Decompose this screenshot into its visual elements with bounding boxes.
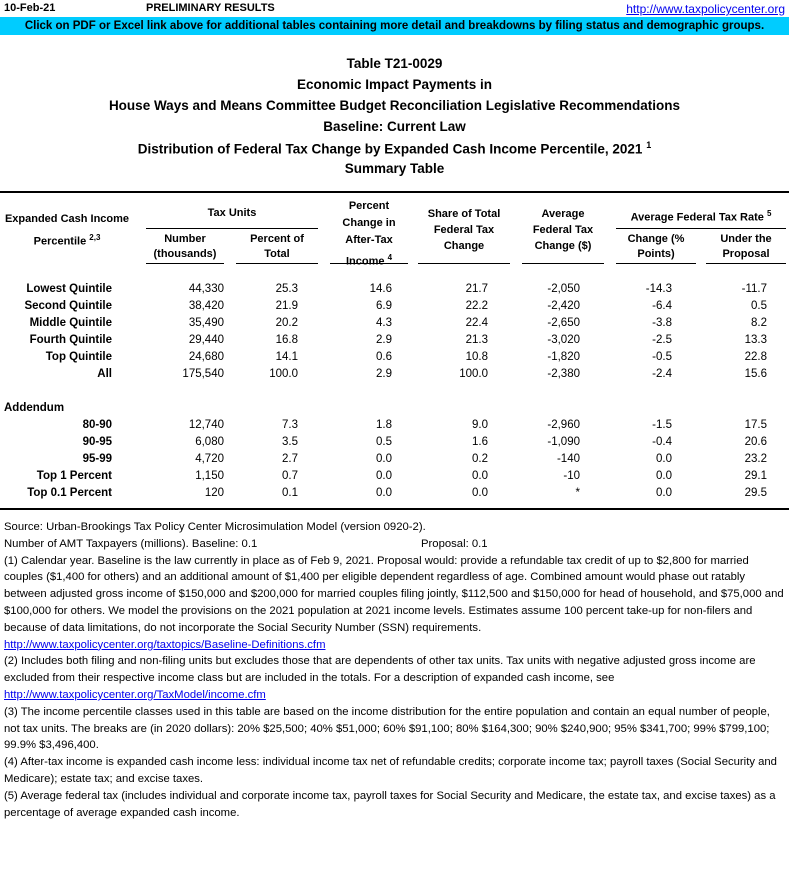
cell-number: 175,540: [182, 368, 224, 380]
cell-pct-change: 0.0: [376, 470, 392, 482]
cell-under: 17.5: [744, 419, 767, 431]
cell-change: -0.4: [652, 436, 672, 448]
cell-number: 1,150: [195, 470, 224, 482]
cell-avg: -2,050: [547, 283, 580, 295]
cell-avg: -2,380: [547, 368, 580, 380]
cell-under: 20.6: [744, 436, 767, 448]
cell-change: -1.5: [652, 419, 672, 431]
cell-avg: -2,960: [547, 419, 580, 431]
cell-change: 0.0: [656, 470, 672, 482]
cell-share: 22.2: [465, 300, 488, 312]
cell-pct-total: 100.0: [269, 368, 298, 380]
cell-number: 120: [204, 487, 224, 499]
col-header-avg-change: Average Federal Tax Change ($): [532, 208, 594, 252]
tax-units-underline: [146, 228, 318, 229]
cell-share: 21.3: [465, 334, 488, 346]
cell-number: 44,330: [188, 283, 224, 295]
cell-pct-change: 2.9: [376, 368, 392, 380]
cell-pct-change: 14.6: [369, 283, 392, 295]
cell-number: 29,440: [188, 334, 224, 346]
row-label: Top 1 Percent: [36, 470, 112, 482]
row-label: Middle Quintile: [29, 317, 112, 329]
cell-change: -3.8: [652, 317, 672, 329]
title-line-4: Distribution of Federal Tax Change by Expanded Cash Income Percentile, 2021 $^1$: [137, 140, 652, 157]
cell-number: 4,720: [195, 453, 224, 465]
preliminary-status: PRELIMINARY RESULTS: [146, 2, 275, 14]
table-row: [0, 349, 789, 366]
cell-pct-total: 0.7: [282, 470, 298, 482]
cell-number: 35,490: [188, 317, 224, 329]
cell-pct-change: 0.0: [376, 453, 392, 465]
notes-section: [4, 519, 786, 821]
cell-number: 38,420: [188, 300, 224, 312]
col-underline: [146, 263, 224, 264]
note-1: (1) Calendar year. Baseline is the law currently in place as of Feb 9, 2021. Proposal would: provide a refundable tax credit of up to $2,800 for married couples ($1,400 for others) and an additional amount of $1,400 per eligible dependent regardless of age. Combined amount would phase out ratably between adjusted gross income of $150,000 and $200,000 for married couples filing jointly, $112,500 and $150,000 for head of household, and $75,000 and $100,000 for others. We model the provisions on the 2021 population at 2021 income levels. Estimates assume 100 percent take-up for non-filers and because of data limitations, do not incorporate the Social Security Number (SSN) requirements.: [4, 554, 784, 634]
cell-pct-change: 6.9: [376, 300, 392, 312]
row-label: All: [97, 368, 112, 380]
col-header-under-proposal: Under the Proposal: [720, 233, 772, 260]
income-definition-link[interactable]: http://www.taxpolicycenter.org/TaxModel/income.cfm: [4, 688, 266, 701]
cell-number: 6,080: [195, 436, 224, 448]
cell-change: -2.4: [652, 368, 672, 380]
table-row: [0, 468, 789, 485]
col-header-tax-units: Tax Units: [207, 207, 257, 219]
cell-pct-total: 0.1: [282, 487, 298, 499]
col-underline: [522, 263, 604, 264]
cell-avg: -1,090: [547, 436, 580, 448]
cell-pct-total: 14.1: [275, 351, 298, 363]
cell-avg: -140: [556, 453, 580, 465]
cell-share: 22.4: [465, 317, 488, 329]
note-4: (4) After-tax income is expanded cash income less: individual income tax net of refundable credits; corporate income tax; payroll taxes (Social Security and Medicare); estate tax; and excise taxes.: [4, 756, 777, 785]
cell-avg: -2,650: [547, 317, 580, 329]
cell-pct-change: 4.3: [376, 317, 392, 329]
header-top-rule: [0, 191, 789, 193]
cell-avg: -10: [563, 470, 580, 482]
table-row: [0, 485, 789, 502]
baseline-definitions-link[interactable]: http://www.taxpolicycenter.org/taxtopics/Baseline-Definitions.cfm: [4, 638, 326, 651]
cell-under: 15.6: [744, 368, 767, 380]
col-underline: [706, 263, 786, 264]
report-date: 10-Feb-21: [4, 2, 56, 14]
addendum-label: Addendum: [4, 402, 65, 414]
row-label: Lowest Quintile: [26, 283, 112, 295]
cell-pct-total: 20.2: [275, 317, 298, 329]
cell-share: 0.0: [472, 487, 488, 499]
cell-under: 13.3: [744, 334, 767, 346]
row-label: Top 0.1 Percent: [27, 487, 112, 499]
table-bottom-rule: [0, 508, 789, 510]
table-row: [0, 298, 789, 315]
col-underline: [236, 263, 318, 264]
cell-change: -6.4: [652, 300, 672, 312]
cell-number: 12,740: [188, 419, 224, 431]
cell-change: -0.5: [652, 351, 672, 363]
title-line-3: Baseline: Current Law: [323, 119, 466, 134]
row-label: 80-90: [82, 419, 112, 431]
cell-avg: -1,820: [547, 351, 580, 363]
cell-change: -2.5: [652, 334, 672, 346]
cell-under: 29.5: [744, 487, 767, 499]
cell-pct-change: 0.6: [376, 351, 392, 363]
cell-pct-total: 3.5: [282, 436, 298, 448]
col-header-percent-total: Percent of Total: [250, 233, 304, 260]
note-3: (3) The income percentile classes used in this table are based on the income distribution for the entire population and contain an equal number of people, not tax units. The breaks are (in 2020 dollars): 20% $25,500; 40% $51,000; 60% $91,100; 80% $164,300; 90% $240,900; 95% $341,700; 99% $799,100; 99.9% $3,496,400.: [4, 705, 770, 752]
cell-change: 0.0: [656, 487, 672, 499]
table-row: [0, 315, 789, 332]
cell-pct-total: 7.3: [282, 419, 298, 431]
avg-rate-underline: [616, 228, 786, 229]
cell-change: 0.0: [656, 453, 672, 465]
cell-pct-total: 16.8: [275, 334, 298, 346]
row-label: Fourth Quintile: [29, 334, 112, 346]
table-row: [0, 366, 789, 383]
source-note: Source: Urban-Brookings Tax Policy Center Microsimulation Model (version 0920-2).: [4, 521, 426, 533]
table-row: [0, 332, 789, 349]
cell-pct-total: 2.7: [282, 453, 298, 465]
cell-pct-change: 2.9: [376, 334, 392, 346]
title-line-5: Summary Table: [344, 161, 445, 176]
cell-number: 24,680: [188, 351, 224, 363]
table-row: [0, 434, 789, 451]
title-line-1: Economic Impact Payments in: [296, 77, 493, 92]
col-header-avg-rate: Average Federal Tax Rate $^5$: [630, 209, 772, 224]
col-header-percentile: Expanded Cash Income Percentile $^{2,3}$: [4, 213, 130, 248]
note-5: (5) Average federal tax (includes individual and corporate income tax, payroll taxes for Social Security and Medicare, the estate tax, and excise taxes) as a percentage of average expanded cash income.: [4, 789, 776, 819]
cell-share: 9.0: [472, 419, 488, 431]
table-row: [0, 417, 789, 434]
row-label: Top Quintile: [45, 351, 112, 363]
cell-change: -14.3: [645, 283, 672, 295]
row-label: 90-95: [82, 436, 112, 448]
cell-pct-total: 21.9: [275, 300, 298, 312]
cell-under: -11.7: [741, 283, 767, 295]
cell-under: 8.2: [751, 317, 767, 329]
cell-share: 0.0: [472, 470, 488, 482]
table-row: [0, 451, 789, 468]
cell-under: 0.5: [751, 300, 767, 312]
tpc-link[interactable]: http://www.taxpolicycenter.org: [626, 2, 785, 16]
cell-share: 0.2: [472, 453, 488, 465]
cell-pct-total: 25.3: [275, 283, 298, 295]
cell-avg: -2,420: [547, 300, 580, 312]
row-label: Second Quintile: [24, 300, 112, 312]
col-header-share: Share of Total Federal Tax Change: [427, 208, 501, 252]
cell-share: 100.0: [459, 368, 488, 380]
cell-share: 10.8: [465, 351, 488, 363]
table-id: Table T21-0029: [346, 56, 443, 71]
info-banner: Click on PDF or Excel link above for additional tables containing more detail and breakdowns by filing status and demographic groups.: [0, 17, 789, 35]
cell-pct-change: 1.8: [376, 419, 392, 431]
cell-share: 1.6: [472, 436, 488, 448]
cell-pct-change: 0.0: [376, 487, 392, 499]
table-row: [0, 281, 789, 298]
col-header-percent-change: Percent Change in After-Tax Income $^4$: [342, 200, 396, 268]
title-line-2: House Ways and Means Committee Budget Reconciliation Legislative Recommendations: [108, 98, 681, 113]
note-2: (2) Includes both filing and non-filing units but excludes those that are dependents of other tax units. Tax units with negative adjusted gross income are excluded from their respective income class but are included in the totals. For a description of expanded cash income, see: [4, 655, 756, 685]
col-header-number: Number (thousands): [153, 233, 217, 260]
cell-under: 22.8: [744, 351, 767, 363]
row-label: 95-99: [82, 453, 112, 465]
amt-note: Number of AMT Taxpayers (millions). Baseline: 0.1 Proposal: 0.1: [4, 537, 488, 550]
cell-pct-change: 0.5: [376, 436, 392, 448]
cell-avg: -3,020: [547, 334, 580, 346]
cell-under: 29.1: [744, 470, 767, 482]
col-underline: [418, 263, 510, 264]
cell-under: 23.2: [744, 453, 767, 465]
col-underline: [616, 263, 696, 264]
cell-share: 21.7: [465, 283, 488, 295]
col-header-change-points: Change (% Points): [627, 233, 685, 260]
cell-avg: *: [575, 487, 580, 499]
